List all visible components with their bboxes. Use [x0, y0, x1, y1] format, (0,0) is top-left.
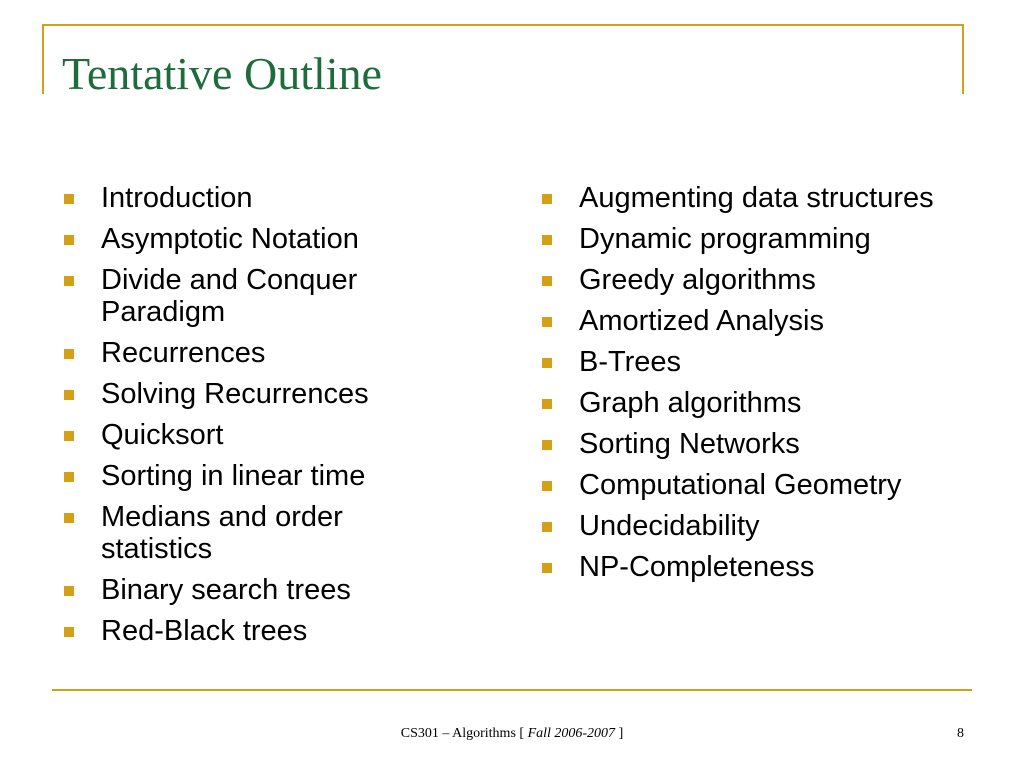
list-item	[62, 615, 462, 647]
list-item-label: Undecidability	[579, 510, 760, 542]
list-item-label: Red-Black trees	[101, 615, 308, 647]
title-frame-right-rule	[962, 24, 964, 94]
list-item-label: B-Trees	[579, 346, 682, 378]
list-item	[62, 460, 462, 492]
square-bullet-icon	[542, 276, 552, 286]
list-item-label: Computational Geometry	[579, 469, 902, 501]
footer-course: CS301 – Algorithms [	[400, 726, 528, 741]
square-bullet-icon	[64, 235, 74, 245]
square-bullet-icon	[542, 440, 552, 450]
square-bullet-icon	[64, 194, 74, 204]
list-item	[62, 378, 462, 410]
outline-list-right	[540, 182, 980, 592]
square-bullet-icon	[542, 399, 552, 409]
title-frame-left-rule	[42, 24, 44, 94]
list-item-label: Asymptotic Notation	[101, 223, 359, 255]
square-bullet-icon	[64, 431, 74, 441]
page-number: 8	[957, 726, 964, 741]
list-item-label: Amortized Analysis	[579, 305, 824, 337]
list-item	[540, 346, 980, 378]
list-item	[62, 574, 462, 606]
list-item-label: Introduction	[101, 182, 253, 214]
square-bullet-icon	[64, 390, 74, 400]
list-item	[62, 223, 462, 255]
square-bullet-icon	[542, 563, 552, 573]
title-frame-top-rule	[42, 24, 964, 26]
list-item	[540, 387, 980, 419]
slide-footer	[300, 726, 724, 742]
outline-list-left	[62, 182, 462, 656]
list-item-label: Solving Recurrences	[101, 378, 369, 410]
square-bullet-icon	[64, 349, 74, 359]
list-item	[540, 551, 980, 583]
list-item-label: Graph algorithms	[579, 387, 802, 419]
square-bullet-icon	[64, 627, 74, 637]
square-bullet-icon	[542, 194, 552, 204]
square-bullet-icon	[542, 481, 552, 491]
square-bullet-icon	[64, 586, 74, 596]
list-item	[540, 223, 980, 255]
square-bullet-icon	[64, 276, 74, 286]
square-bullet-icon	[542, 522, 552, 532]
list-item	[62, 419, 462, 451]
list-item	[62, 264, 462, 328]
list-item	[62, 182, 462, 214]
list-item-label: NP-Completeness	[579, 551, 815, 583]
square-bullet-icon	[542, 358, 552, 368]
list-item-label: Dynamic programming	[579, 223, 871, 255]
footer-semester: Fall 2006-2007	[527, 726, 616, 741]
list-item-label: Augmenting data structures	[579, 182, 934, 214]
list-item	[540, 510, 980, 542]
list-item-label: Medians and order statistics	[101, 501, 343, 565]
square-bullet-icon	[64, 513, 74, 523]
list-item-label: Recurrences	[101, 337, 266, 369]
slide-title: Tentative Outline	[62, 48, 382, 99]
list-item-label: Divide and Conquer Paradigm	[101, 264, 358, 328]
square-bullet-icon	[542, 317, 552, 327]
list-item	[540, 182, 980, 214]
list-item-label: Binary search trees	[101, 574, 351, 606]
list-item-label: Quicksort	[101, 419, 224, 451]
list-item	[540, 264, 980, 296]
list-item	[540, 469, 980, 501]
square-bullet-icon	[542, 235, 552, 245]
list-item	[62, 501, 462, 565]
list-item	[540, 305, 980, 337]
list-item	[540, 428, 980, 460]
list-item-label: Sorting Networks	[579, 428, 800, 460]
footer-divider	[52, 689, 972, 691]
footer-close-bracket: ]	[615, 726, 624, 741]
list-item-label: Greedy algorithms	[579, 264, 816, 296]
list-item-label: Sorting in linear time	[101, 460, 366, 492]
list-item	[62, 337, 462, 369]
square-bullet-icon	[64, 472, 74, 482]
